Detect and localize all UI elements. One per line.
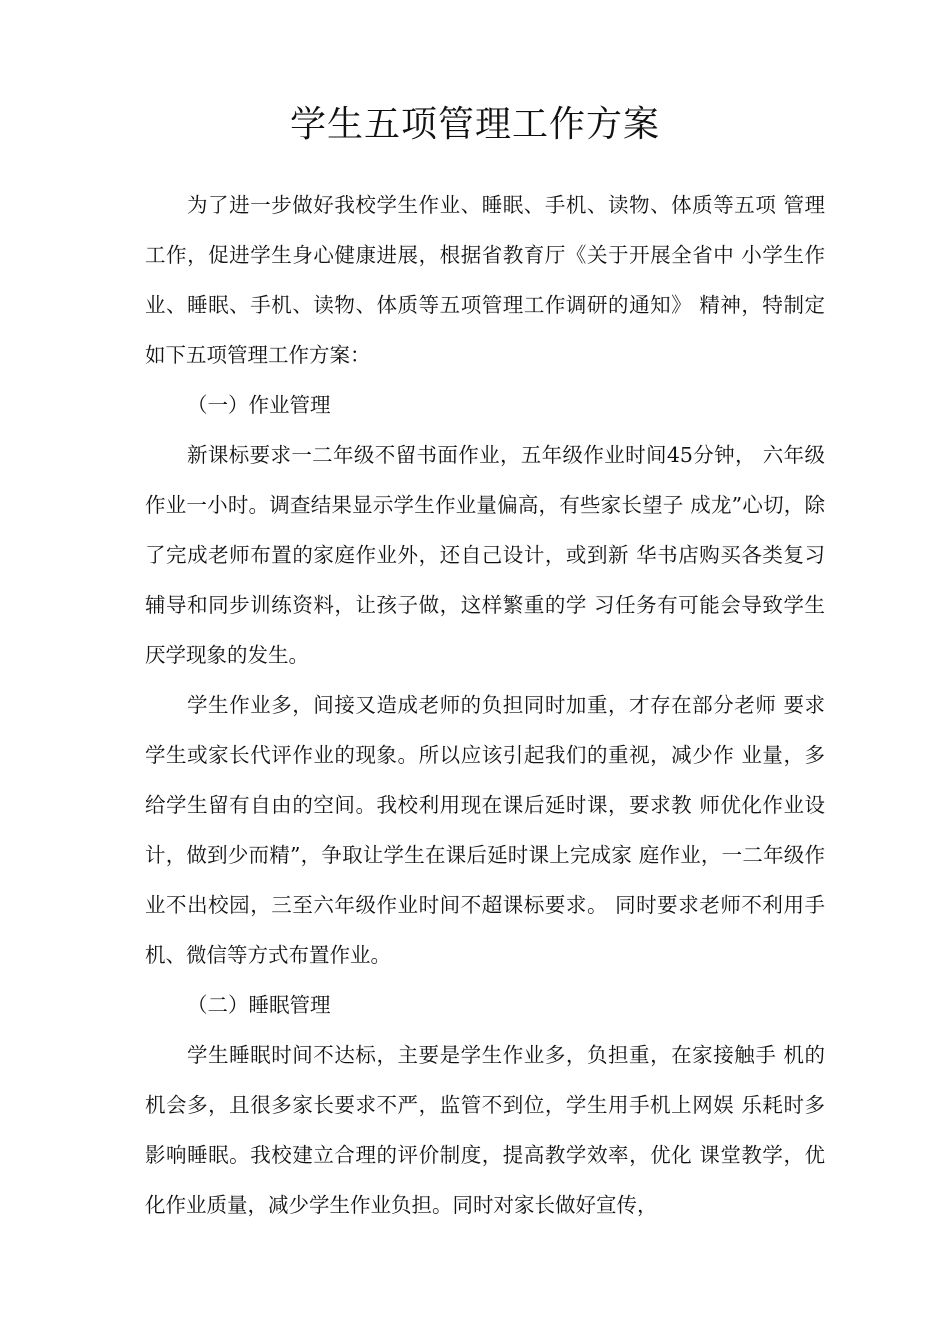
paragraph-sleep-1: 学生睡眠时间不达标，主要是学生作业多，负担重，在家接触手 机的机会多，且很多家长要求不严，监管不到位，学生用手机上网娱 乐耗时多影响睡眠。我校建立合理的评价制度，提高教学效率，优化 课堂教学，优化作业质量，减少学生作业负担。同时对家长做好宣传， <box>145 1043 825 1217</box>
document-body <box>145 180 825 1230</box>
section-heading-homework: （一）作业管理 <box>187 393 331 417</box>
paragraph-intro: 为了进一步做好我校学生作业、睡眠、手机、读物、体质等五项 管理工作，促进学生身心健康进展，根据省教育厅《关于开展全省中 小学生作业、睡眠、手机、读物、体质等五项管理工作调研的通知》 精神，特制定如下五项管理工作方案： <box>145 193 825 367</box>
paragraph-homework-2: 学生作业多，间接又造成老师的负担同时加重，才存在部分老师 要求学生或家长代评作业的现象。所以应该引起我们的重视，减少作 业量，多给学生留有自由的空间。我校利用现在课后延时课，要求教 师优化作业设计，做到少而精”，争取让学生在课后延时课上完成家 庭作业，一二年级作业不出校园，三至六年级作业时间不超课标要求。 同时要求老师不利用手机、微信等方式布置作业。 <box>145 693 825 967</box>
paragraph-homework-1: 新课标要求一二年级不留书面作业，五年级作业时间45分钟， 六年级作业一小时。调查结果显示学生作业量偏高，有些家长望子 成龙”心切，除了完成老师布置的家庭作业外，还自己设计，或到新 华书店购买各类复习辅导和同步训练资料，让孩子做，这样繁重的学 习任务有可能会导致学生厌学现象的发生。 <box>145 443 825 667</box>
document-title: 学生五项管理工作方案 <box>289 104 660 145</box>
section-heading-sleep: （二）睡眠管理 <box>187 993 331 1017</box>
